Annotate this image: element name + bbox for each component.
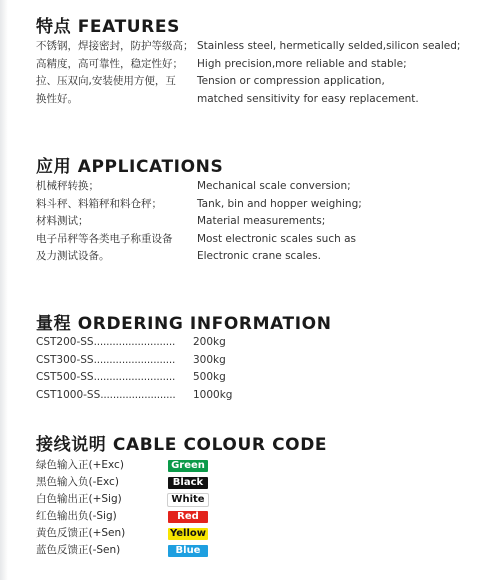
- features-zh-line: 高精度，高可靠性，稳定性好；: [36, 57, 183, 70]
- features-zh-text: [36, 38, 194, 108]
- model-name: CST300-SS: [36, 353, 94, 366]
- leader-dots: ........................: [100, 388, 176, 401]
- cable-label: 绿色输入正(+Exc): [36, 459, 124, 471]
- cable-color-swatch: Green: [168, 460, 208, 472]
- features-en-line: Stainless steel, hermetically selded,silicon sealed;: [197, 40, 461, 52]
- applications-en-text: [197, 178, 362, 266]
- capacity-value: 500kg: [193, 371, 226, 384]
- leader-dots: ..........................: [93, 371, 176, 384]
- applications-en-line: Electronic crane scales.: [197, 250, 321, 262]
- applications-zh-line: 机械秤转换；: [36, 180, 99, 192]
- applications-zh-line: 料斗秤、料箱秤和料仓秤；: [36, 197, 162, 210]
- ordering-heading: 量程 ORDERING INFORMATION: [36, 314, 332, 334]
- applications-zh-line: 电子吊秤等各类电子称重设备: [36, 232, 173, 245]
- cable-color-swatch: Blue: [168, 545, 208, 557]
- applications-zh-line: 及力测试设备。: [36, 250, 110, 262]
- applications-heading: 应用 APPLICATIONS: [36, 157, 224, 177]
- leader-dots: ..........................: [93, 353, 176, 366]
- cable-color-swatch: Yellow: [169, 528, 207, 539]
- features-en-line: High precision,more reliable and stable;: [197, 57, 407, 70]
- features-en-text: [197, 38, 460, 108]
- features-heading: 特点 FEATURES: [36, 17, 180, 37]
- features-zh-line: 不锈钢，焊接密封，防护等级高；: [36, 40, 194, 52]
- cable-color-swatch: Black: [168, 477, 208, 489]
- cable-label: 黄色反馈正(+Sen): [36, 527, 126, 539]
- cable-label: 白色输出正(+Sig): [36, 493, 122, 505]
- features-en-line: matched sensitivity for easy replacement.: [197, 92, 419, 105]
- cable-color-swatch: White: [168, 494, 208, 506]
- applications-zh-line: 材料测试；: [36, 215, 89, 227]
- capacity-value: 300kg: [193, 353, 226, 366]
- applications-en-line: Mechanical scale conversion;: [197, 180, 351, 192]
- ordering-row: [36, 369, 226, 387]
- features-zh-line: 换性好。: [36, 92, 78, 105]
- cable-label: 黑色输入负(-Exc): [36, 476, 119, 488]
- ordering-list: [36, 334, 233, 404]
- model-name: CST200-SS: [36, 336, 94, 348]
- cable-heading: 接线说明 CABLE COLOUR CODE: [36, 435, 328, 455]
- leader-dots: ..........................: [93, 336, 176, 348]
- applications-zh-text: [36, 178, 173, 266]
- ordering-row: [36, 352, 226, 370]
- features-zh-line: 拉、压双向,安装使用方便，互: [36, 75, 176, 87]
- cable-label: 红色输出负(-Sig): [36, 510, 117, 522]
- applications-en-line: Tank, bin and hopper weighing;: [197, 197, 362, 210]
- applications-en-line: Material measurements;: [197, 215, 326, 227]
- ordering-row: [36, 334, 226, 352]
- model-name: CST1000-SS: [36, 388, 101, 401]
- cable-label: 蓝色反馈正(-Sen): [36, 544, 121, 556]
- capacity-value: 1000kg: [193, 388, 233, 401]
- capacity-value: 200kg: [193, 336, 226, 348]
- page-edge-shadow: [0, 0, 8, 580]
- ordering-row: [36, 387, 233, 405]
- features-en-line: Tension or compression application,: [197, 75, 385, 87]
- applications-en-line: Most electronic scales such as: [197, 232, 356, 245]
- cable-color-swatch: Red: [168, 511, 208, 523]
- model-name: CST500-SS: [36, 371, 94, 384]
